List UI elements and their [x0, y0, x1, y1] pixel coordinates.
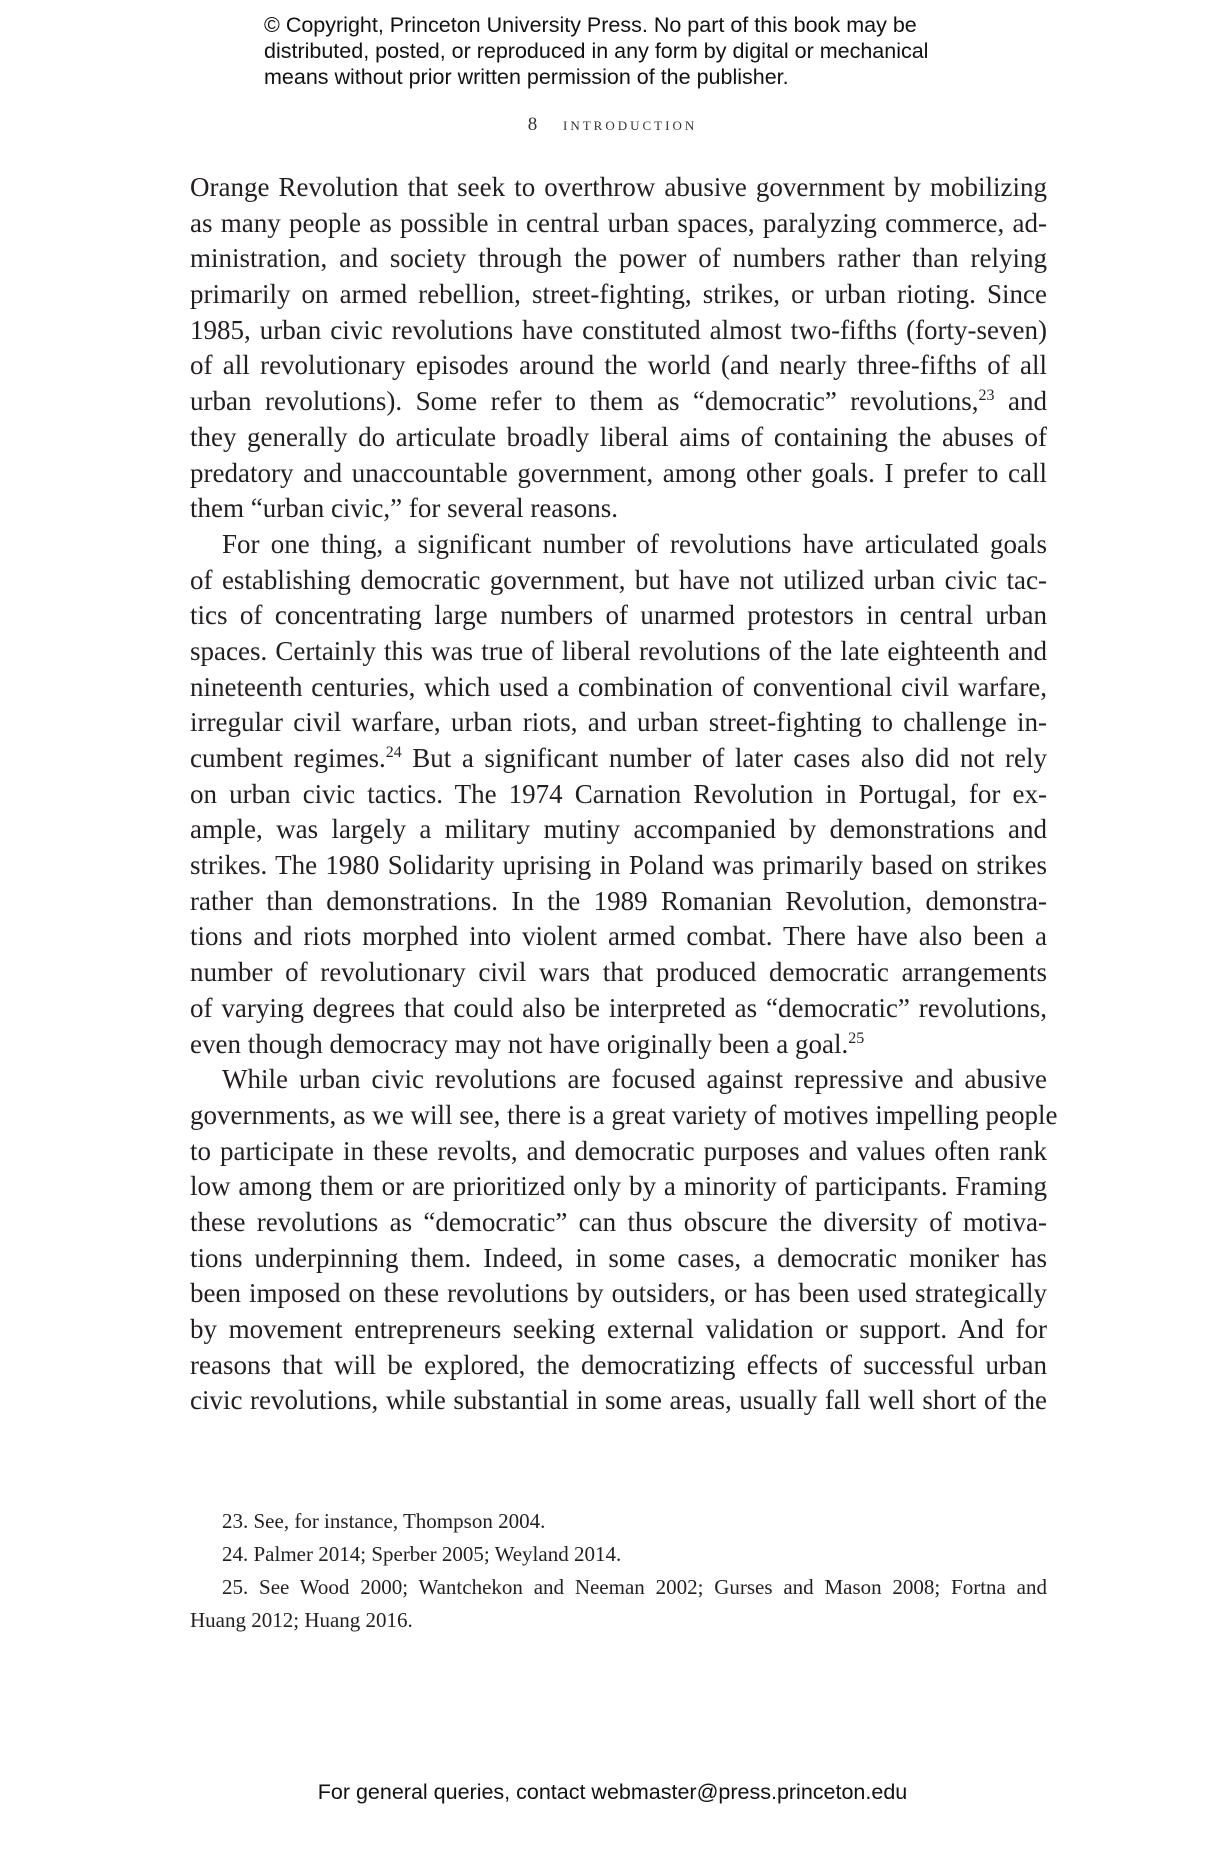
- text-line: spaces. Certainly this was true of liberal revolutions of the late eighteenth and: [190, 635, 1047, 666]
- copyright-line: distributed, posted, or reproduced in any form by digital or mechanical: [264, 39, 929, 63]
- text-line: irregular civil warfare, urban riots, and urban street-fighting to challenge in-: [190, 707, 1047, 738]
- text-line: reasons that will be explored, the democratizing effects of successful urban: [190, 1349, 1047, 1380]
- footnote: [190, 1505, 1047, 1538]
- footnote-reference[interactable]: 25: [848, 1029, 865, 1047]
- paragraph: [190, 170, 1047, 527]
- footnote-reference[interactable]: 24: [385, 744, 402, 761]
- text-line: of establishing democratic government, but have not utilized urban civic tac-: [190, 564, 1047, 595]
- text-line: For one thing, a significant number of revolutions have articulated goals: [222, 528, 1047, 559]
- footnote-line: 24. Palmer 2014; Sperber 2005; Weyland 2014.: [222, 1542, 622, 1566]
- copyright-line: means without prior written permission of the publisher.: [264, 65, 789, 89]
- text-line: While urban civic revolutions are focused against repressive and abusive: [222, 1064, 1047, 1095]
- text-line: ample, was largely a military mutiny accompanied by demonstrations and: [190, 814, 1047, 845]
- text-line: been imposed on these revolutions by outsiders, or has been used strategically: [190, 1278, 1047, 1309]
- text-line: ministration, and society through the power of numbers rather than relying: [190, 243, 1047, 274]
- footnote-line: Huang 2012; Huang 2016.: [190, 1608, 413, 1632]
- text-line: cumbent regimes.$^{24}$ But a significant number of later cases also did not rely: [190, 743, 1047, 773]
- text-line: as many people as possible in central urban spaces, paralyzing commerce, ad-: [190, 207, 1047, 238]
- footnote-line: 23. See, for instance, Thompson 2004.: [222, 1509, 546, 1533]
- text-line: of varying degrees that could also be interpreted as “democratic” revolutions,: [190, 992, 1047, 1023]
- text-line: 1985, urban civic revolutions have constituted almost two-fifths (forty-seven): [190, 314, 1047, 345]
- text-line: primarily on armed rebellion, street-fighting, strikes, or urban rioting. Since: [190, 279, 1047, 310]
- text-line: Orange Revolution that seek to overthrow abusive government by mobilizing: [190, 172, 1047, 202]
- text-line: urban revolutions). Some refer to them as “democratic” revolutions,$^{23}$ and: [190, 386, 1048, 417]
- text-line: governments, as we will see, there is a great variety of motives impelling people: [190, 1099, 1058, 1130]
- paragraph: [190, 527, 1047, 1062]
- text-line: them “urban civic,” for several reasons.: [190, 493, 619, 524]
- footnote: [190, 1538, 1047, 1571]
- page-number: 8: [527, 114, 538, 135]
- footnotes: [190, 1505, 1047, 1637]
- text-line: civic revolutions, while substantial in some areas, usually fall well short of the: [190, 1385, 1047, 1416]
- text-line: strikes. The 1980 Solidarity uprising in Poland was primarily based on strikes: [190, 850, 1047, 881]
- text-line: even though democracy may not have originally been a goal.$^{25}$: [190, 1028, 865, 1059]
- body-text: [190, 170, 1058, 1419]
- running-head: [0, 114, 1225, 136]
- text-line: rather than demonstrations. In the 1989 Romanian Revolution, demonstra-: [190, 885, 1047, 916]
- paragraph: [190, 1062, 1058, 1419]
- text-line: nineteenth centuries, which used a combination of conventional civil warfare,: [190, 671, 1047, 702]
- text-line: low among them or are prioritized only by a minority of participants. Framing: [190, 1171, 1047, 1202]
- text-line: predatory and unaccountable government, among other goals. I prefer to call: [190, 457, 1047, 488]
- chapter-title: introduction: [563, 114, 698, 135]
- text-line: these revolutions as “democratic” can thus obscure the diversity of motiva-: [190, 1206, 1047, 1237]
- text-line: tions underpinning them. Indeed, in some cases, a democratic moniker has: [190, 1242, 1047, 1273]
- footer-contact: For general queries, contact webmaster@press.princeton.edu: [317, 1780, 908, 1804]
- text-line: by movement entrepreneurs seeking external validation or support. And for: [190, 1314, 1047, 1344]
- text-line: number of revolutionary civil wars that produced democratic arrangements: [190, 957, 1047, 988]
- text-line: to participate in these revolts, and democratic purposes and values often rank: [190, 1135, 1047, 1166]
- footnote-line: 25. See Wood 2000; Wantchekon and Neeman 2002; Gurses and Mason 2008; Fortna and: [222, 1575, 1047, 1599]
- footnote-reference[interactable]: 23: [978, 387, 995, 405]
- text-line: tics of concentrating large numbers of unarmed protestors in central urban: [190, 600, 1047, 631]
- text-line: of all revolutionary episodes around the world (and nearly three-fifths of all: [190, 350, 1047, 381]
- text-line: they generally do articulate broadly liberal aims of containing the abuses of: [190, 421, 1047, 452]
- footnote: [190, 1571, 1047, 1637]
- copyright-notice: [264, 12, 928, 90]
- text-line: on urban civic tactics. The 1974 Carnation Revolution in Portugal, for ex-: [190, 778, 1047, 809]
- text-line: tions and riots morphed into violent armed combat. There have also been a: [190, 921, 1047, 952]
- copyright-line: © Copyright, Princeton University Press. No part of this book may be: [264, 13, 917, 37]
